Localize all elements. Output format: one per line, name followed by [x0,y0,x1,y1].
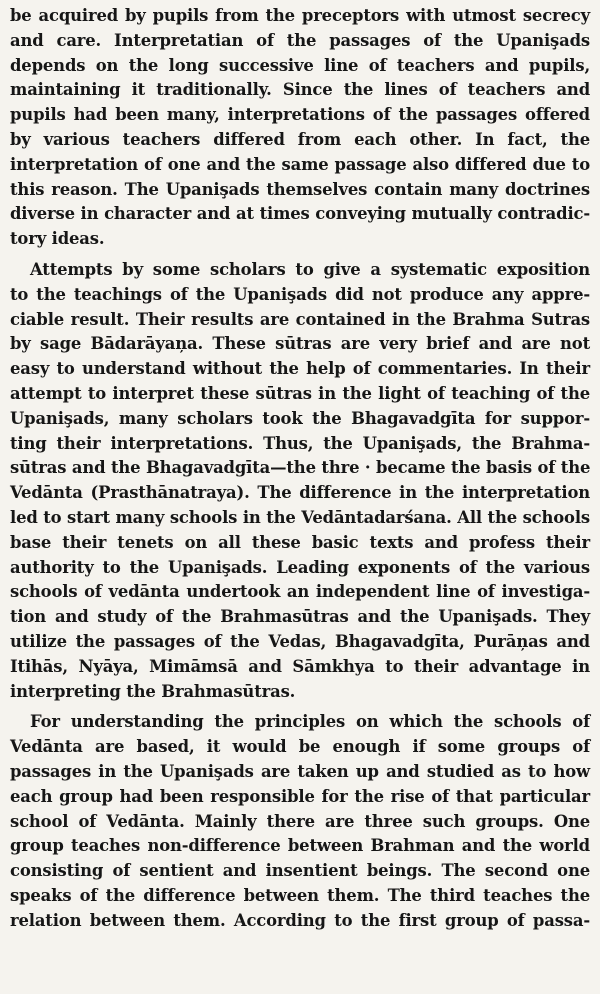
paragraph-3 [10,710,590,933]
text-line: easy to understand without the help of commentaries. In their [10,359,590,379]
text-line: tory ideas. [10,229,105,249]
text-line: to the teachings of the Upanişads did not produce any appre- [10,284,590,304]
text-line: Upanişads, many scholars took the Bhagavadgīta for suppor- [10,408,590,428]
text-line: and care. Interpretatian of the passages of the Upanişads [10,30,590,50]
text-line: ciable result. Their results are contained in the Brahma Sutras [10,309,590,329]
text-line: For understanding the principles on which the schools of [30,712,590,732]
text-line: school of Vedānta. Mainly there are three such groups. One [10,811,590,831]
text-line: pupils had been many, interpretations of the passages offered [10,105,590,125]
text-line: maintaining it traditionally. Since the lines of teachers and [10,80,590,100]
paragraph-1 [10,4,590,252]
text-line: by sage Bādarāyaņa. These sūtras are very brief and are not [10,334,590,354]
text-line: be acquired by pupils from the preceptors with utmost secrecy [10,6,590,25]
text-line: sūtras and the Bhagavadgīta—the thre · became the basis of the [10,458,591,478]
text-line: Vedānta are based, it would be enough if some groups of [10,737,590,757]
text-line: depends on the long successive line of teachers and pupils, [10,55,590,75]
text-line: each group had been responsible for the rise of that particular [10,786,590,806]
text-line: group teaches non-difference between Brahman and the world [10,836,590,856]
text-line: by various teachers differed from each other. In fact, the [10,129,590,149]
text-line: tion and study of the Brahmasūtras and the Upanişads. They [10,607,590,627]
text-line: schools of vedānta undertook an independent line of investiga- [10,582,590,602]
text-line: passages in the Upanişads are taken up and studied as to how [10,761,590,781]
text-line: interpretation of one and the same passage also differed due to [10,154,590,174]
text-line: ting their interpretations. Thus, the Upanişads, the Brahma- [10,433,590,453]
text-line: Attempts by some scholars to give a systematic exposition [30,259,590,279]
text-line: speaks of the difference between them. The third teaches the [10,885,590,905]
text-line: interpreting the Brahmasūtras. [10,681,296,701]
text-line: diverse in character and at times conveying mutually contradic- [10,204,590,224]
text-line: utilize the passages of the Vedas, Bhagavadgīta, Purāņas and [10,631,590,651]
text-line: this reason. The Upanişads themselves contain many doctrines [10,179,590,199]
text-line: consisting of sentient and insentient beings. The second one [10,861,590,881]
text-line: authority to the Upanişads. Leading exponents of the various [10,557,590,577]
text-line: relation between them. According to the first group of passa- [10,910,590,930]
text-line: led to start many schools in the Vedāntadarśana. All the schools [10,507,590,527]
text-line: Itihās, Nyāya, Mimāmsā and Sāmkhya to their advantage in [10,656,590,676]
text-line: base their tenets on all these basic texts and profess their [10,532,590,552]
text-line: Vedānta (Prasthānatraya). The difference in the interpretation [10,483,590,503]
paragraph-2 [10,258,590,704]
text-line: attempt to interpret these sūtras in the light of teaching of the [10,383,590,403]
